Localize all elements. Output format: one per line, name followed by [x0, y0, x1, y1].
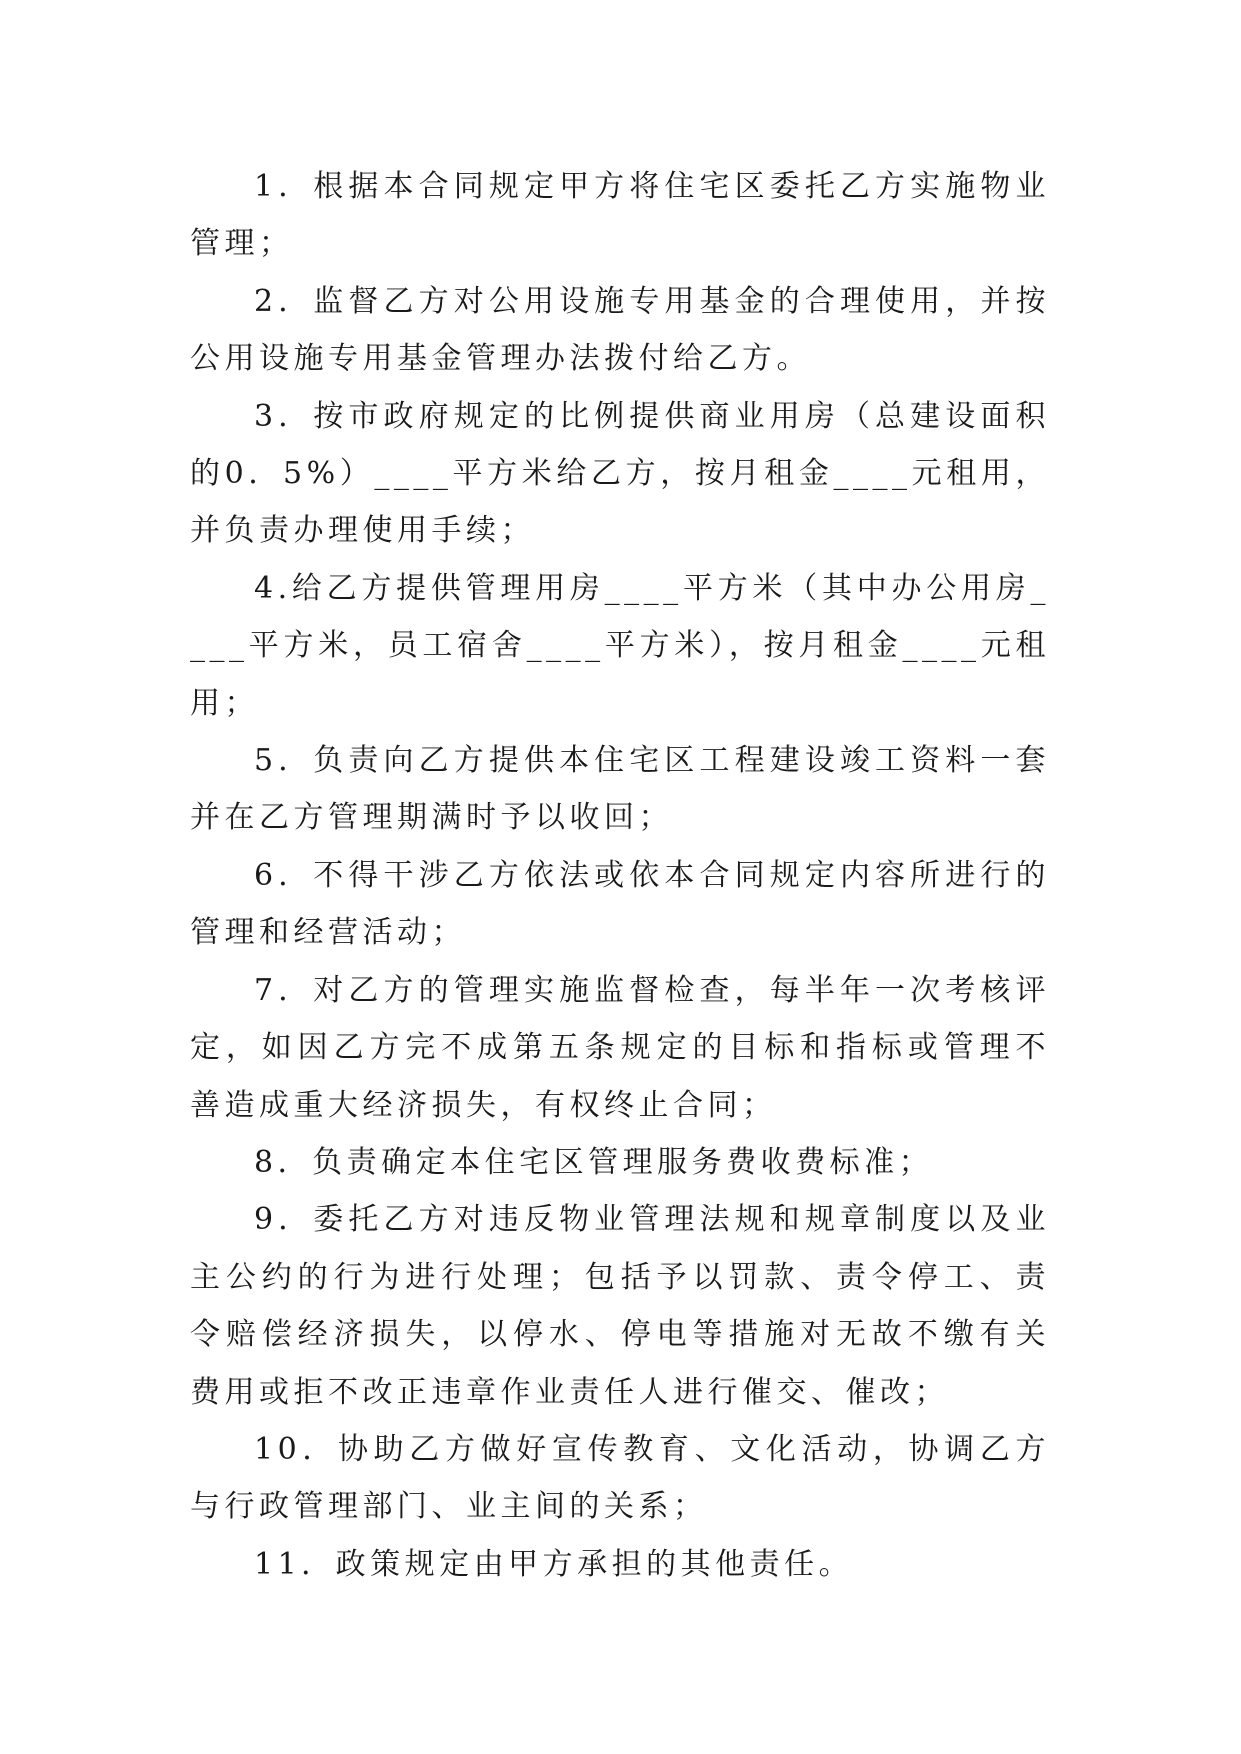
clause-paragraph-5: 5．负责向乙方提供本住宅区工程建设竣工资料一套并在乙方管理期满时予以收回； — [190, 743, 1050, 836]
clause-paragraph-4: 4.给乙方提供管理用房____平方米（其中办公用房____平方米，员工宿舍____平方米），按月租金____元租用； — [190, 570, 1050, 721]
clause-paragraph-1: 1．根据本合同规定甲方将住宅区委托乙方实施物业管理； — [190, 169, 1050, 262]
clause-paragraph-6: 6．不得干涉乙方依法或依本合同规定内容所进行的管理和经营活动； — [190, 857, 1050, 951]
clause-paragraph-10: 10．协助乙方做好宣传教育、文化活动，协调乙方与行政管理部门、业主间的关系； — [190, 1431, 1050, 1525]
clause-paragraph-2: 2．监督乙方对公用设施专用基金的合理使用，并按公用设施专用基金管理办法拨付给乙方。 — [190, 283, 1050, 377]
clause-paragraph-8: 8．负责确定本住宅区管理服务费收费标准； — [254, 1144, 934, 1180]
clause-paragraph-9: 9．委托乙方对违反物业管理法规和规章制度以及业主公约的行为进行处理；包括予以罚款、责令停工、责令赔偿经济损失，以停水、停电等措施对无故不缴有关费用或拒不改正违章作业责任人进行催交、催改； — [190, 1202, 1050, 1410]
clause-paragraph-11: 11．政策规定由甲方承担的其他责任。 — [254, 1546, 854, 1582]
document-body — [190, 158, 1050, 1593]
clause-paragraph-3: 3．按市政府规定的比例提供商业用房（总建设面积的0．5%）____平方米给乙方，按月租金____元租用，并负责办理使用手续； — [190, 398, 1050, 549]
clause-paragraph-7: 7．对乙方的管理实施监督检查，每半年一次考核评定，如因乙方完不成第五条规定的目标和指标或管理不善造成重大经济损失，有权终止合同； — [190, 972, 1050, 1123]
